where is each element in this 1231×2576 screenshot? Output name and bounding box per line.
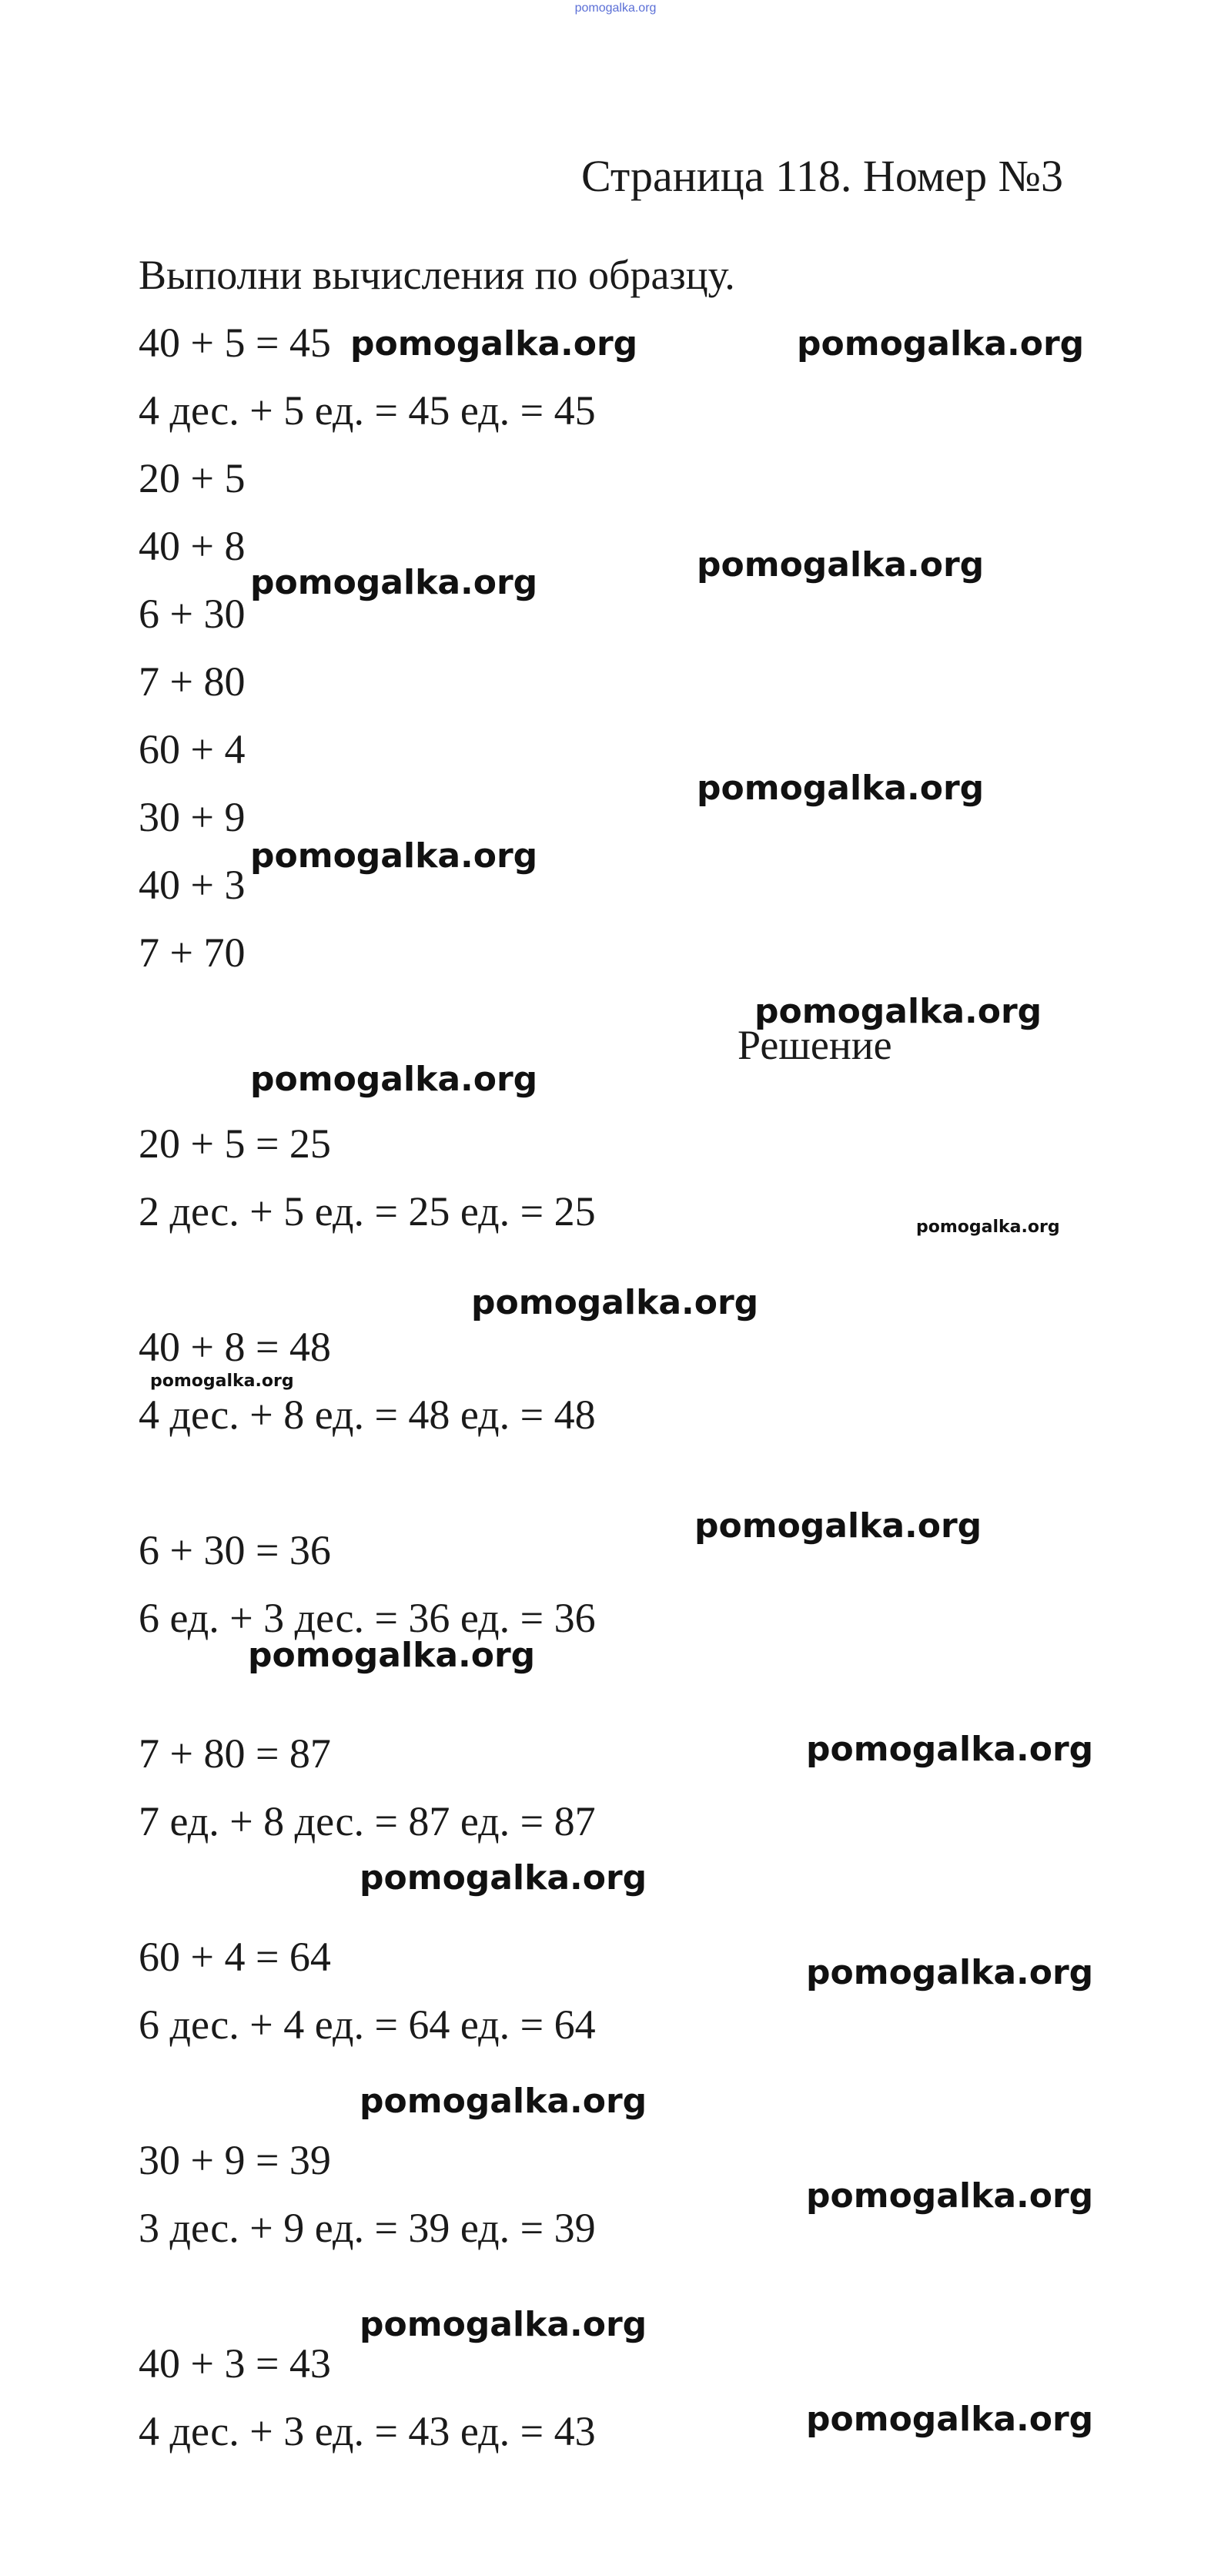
- watermark: pomogalka.org: [754, 992, 1042, 1031]
- problem-item: 40 + 3: [139, 862, 246, 908]
- problem-item: 30 + 9: [139, 794, 246, 840]
- solution-explanation: 6 ед. + 3 дес. = 36 ед. = 36: [139, 1595, 596, 1641]
- watermark: pomogalka.org: [250, 836, 538, 876]
- watermark: pomogalka.org: [250, 563, 538, 602]
- solution-equation: 30 + 9 = 39: [139, 2137, 331, 2183]
- solution-equation: 60 + 4 = 64: [139, 1934, 331, 1980]
- solution-explanation: 6 дес. + 4 ед. = 64 ед. = 64: [139, 2002, 596, 2048]
- watermark: pomogalka.org: [806, 2400, 1094, 2439]
- watermark: pomogalka.org: [350, 324, 638, 363]
- solution-explanation: 2 дес. + 5 ед. = 25 ед. = 25: [139, 1188, 596, 1234]
- problem-item: 60 + 4: [139, 726, 246, 772]
- watermark: pomogalka.org: [806, 2176, 1094, 2216]
- watermark: pomogalka.org: [360, 2082, 647, 2121]
- watermark: pomogalka.org: [360, 2305, 647, 2344]
- watermark: pomogalka.org: [806, 1953, 1094, 1992]
- problem-item: 7 + 70: [139, 930, 246, 976]
- watermark: pomogalka.org: [360, 1858, 647, 1898]
- solution-equation: 6 + 30 = 36: [139, 1527, 331, 1573]
- watermark: pomogalka.org: [806, 1730, 1094, 1769]
- solution-equation: 20 + 5 = 25: [139, 1121, 331, 1167]
- watermark: pomogalka.org: [150, 1372, 294, 1391]
- solution-equation: 40 + 3 = 43: [139, 2340, 331, 2387]
- watermark: pomogalka.org: [697, 769, 985, 808]
- problem-item: 40 + 8: [139, 523, 246, 569]
- solution-explanation: 4 дес. + 8 ед. = 48 ед. = 48: [139, 1392, 596, 1438]
- solution-explanation: 7 ед. + 8 дес. = 87 ед. = 87: [139, 1798, 596, 1844]
- example-explanation: 4 дес. + 5 ед. = 45 ед. = 45: [139, 387, 596, 434]
- problem-item: 6 + 30: [139, 591, 246, 637]
- watermark: pomogalka.org: [471, 1283, 759, 1322]
- solution-equation: 7 + 80 = 87: [139, 1730, 331, 1777]
- watermark: pomogalka.org: [248, 1636, 536, 1675]
- solution-explanation: 3 дес. + 9 ед. = 39 ед. = 39: [139, 2205, 596, 2251]
- watermark: pomogalka.org: [697, 545, 985, 585]
- top-watermark: pomogalka.org: [574, 2, 657, 15]
- watermark: pomogalka.org: [797, 324, 1085, 363]
- watermark: pomogalka.org: [694, 1506, 982, 1546]
- problem-item: 7 + 80: [139, 658, 246, 705]
- example-equation: 40 + 5 = 45: [139, 320, 331, 366]
- watermark: pomogalka.org: [250, 1060, 538, 1099]
- task-instruction: Выполни вычисления по образцу.: [139, 252, 735, 298]
- page-header: Страница 118. Номер №3: [581, 151, 1063, 201]
- solution-equation: 40 + 8 = 48: [139, 1324, 331, 1370]
- watermark: pomogalka.org: [916, 1218, 1060, 1237]
- problem-item: 20 + 5: [139, 455, 246, 501]
- solution-explanation: 4 дес. + 3 ед. = 43 ед. = 43: [139, 2408, 596, 2454]
- solution-title: Решение: [738, 1022, 892, 1068]
